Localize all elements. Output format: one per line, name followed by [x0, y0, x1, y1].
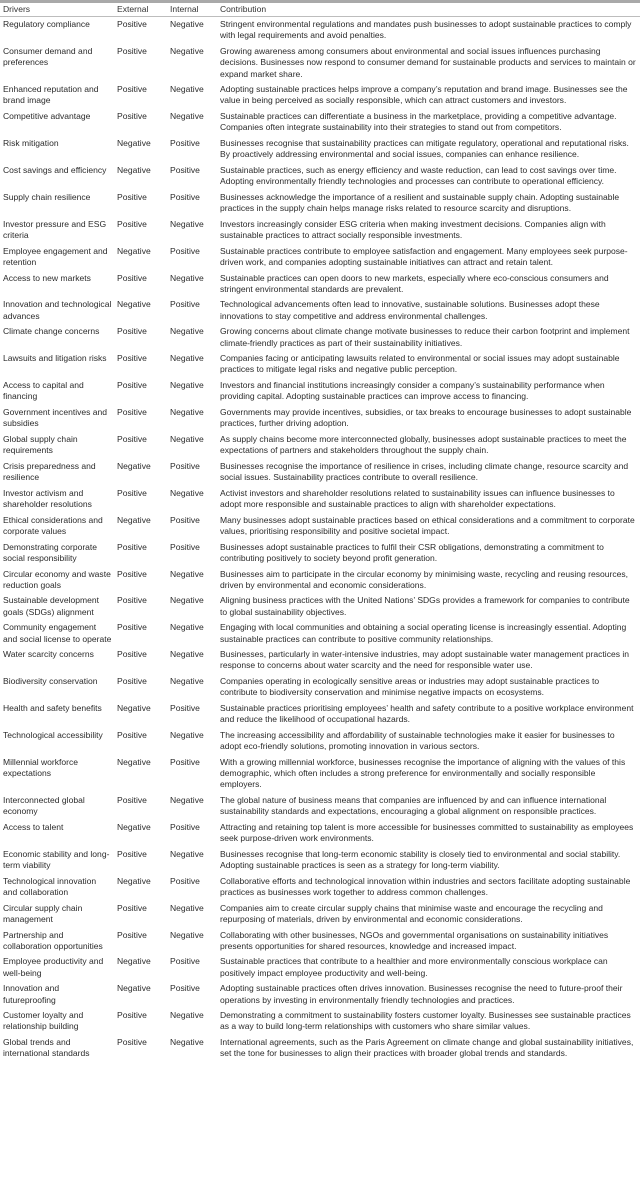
- table-row: [0, 981, 640, 1008]
- contribution-cell: Stringent environmental regulations and mandates push businesses to adopt sustainable practices to comply with legal requirements and avoid penalties.: [220, 19, 632, 41]
- contribution-cell: Businesses recognise the importance of resilience in crises, including climate change, resource scarcity and social issues. Sustainability practices contribute to overall resilience.: [220, 460, 629, 483]
- table-row: [0, 513, 640, 540]
- external-cell: Negative: [117, 245, 151, 256]
- internal-cell: Negative: [170, 218, 204, 229]
- table-row: [0, 432, 640, 459]
- internal-cell: Positive: [170, 191, 200, 202]
- contribution-cell: Companies aim to create circular supply chains that minimise waste and encourage the recycling and repurposing of materials, driven by environmental and economic considerations.: [220, 902, 603, 924]
- external-cell: Positive: [117, 568, 147, 579]
- external-cell: Positive: [117, 191, 147, 202]
- table-row: [0, 593, 640, 620]
- internal-cell: Positive: [170, 164, 200, 175]
- header-row: [0, 3, 640, 17]
- contribution-cell: Businesses adopt sustainable practices to fulfil their CSR obligations, demonstrating a commitment to contributing positively to society beyond profit generation.: [220, 541, 604, 563]
- driver-cell: Consumer demand and preferences: [3, 46, 93, 68]
- driver-cell: Access to new markets: [3, 272, 91, 283]
- table-row: [0, 459, 640, 486]
- table-row: [0, 928, 640, 955]
- table-row: [0, 351, 640, 378]
- contribution-cell: Engaging with local communities and obtaining a social operating license is increasingly essential. Adopting sustainable practices can contribute to positive community relationships.: [220, 622, 627, 644]
- contribution-cell: Adopting sustainable practices helps improve a company’s reputation and brand image. Businesses see the value in being perceived as socially responsible, which can attract customers and investors.: [220, 84, 628, 106]
- contribution-cell: International agreements, such as the Paris Agreement on climate change and global sustainability initiatives, set the tone for businesses to align their practices with broader global trends and standards.: [220, 1037, 634, 1059]
- internal-cell: Negative: [170, 111, 204, 122]
- external-cell: Positive: [117, 380, 147, 391]
- contribution-cell: Sustainable practices can open doors to new markets, especially where eco-conscious consumers and stringent environmental standards are prevalent.: [220, 272, 609, 294]
- internal-cell: Positive: [170, 245, 200, 256]
- external-cell: Positive: [117, 46, 147, 57]
- driver-cell: Economic stability and long-term viability: [3, 848, 110, 870]
- table-row: [0, 755, 640, 793]
- internal-cell: Negative: [170, 272, 204, 283]
- contribution-cell: Adopting sustainable practices often drives innovation. Businesses recognise the need to future-proof their operations by investing in environmentally friendly technologies and practices.: [220, 983, 623, 1005]
- external-cell: Positive: [117, 434, 147, 444]
- internal-cell: Positive: [170, 703, 200, 714]
- contribution-cell: Demonstrating a commitment to sustainability fosters customer loyalty. Businesses see sustainable practices as a way to build long-term relationships with customers who share similar values.: [220, 1010, 631, 1032]
- driver-cell: Access to talent: [3, 821, 64, 832]
- external-cell: Positive: [117, 595, 147, 606]
- driver-cell: Millennial workforce expectations: [3, 756, 79, 779]
- contribution-cell: Sustainable practices prioritising employees’ health and safety contribute to a positive workplace environment and reduce the likelihood of occupational hazards.: [220, 703, 634, 725]
- internal-cell: Positive: [170, 299, 200, 310]
- contribution-cell: Collaborating with other businesses, NGOs and governmental organisations on sustainability initiatives presents opportunities for shared resources, knowledge and increased impact.: [220, 929, 609, 951]
- table-row: [0, 701, 640, 728]
- driver-cell: Health and safety benefits: [3, 703, 102, 714]
- external-cell: Positive: [117, 1010, 147, 1021]
- driver-cell: Partnership and collaboration opportunities: [3, 929, 103, 951]
- contribution-cell: Activist investors and shareholder resolutions related to sustainability issues can influence businesses to adopt more responsible and sustainable practices to align with shareholder expectations.: [220, 487, 615, 510]
- driver-cell: Technological accessibility: [3, 729, 103, 740]
- table-row: [0, 620, 640, 647]
- table-row: [0, 109, 640, 136]
- driver-cell: Crisis preparedness and resilience: [3, 460, 96, 483]
- table-row: [0, 163, 640, 190]
- internal-cell: Negative: [170, 794, 204, 805]
- internal-cell: Negative: [170, 380, 204, 391]
- driver-cell: Community engagement and social license to operate: [3, 622, 112, 644]
- driver-cell: Access to capital and financing: [3, 380, 84, 402]
- driver-cell: Global supply chain requirements: [3, 434, 78, 456]
- contribution-cell: Businesses recognise that long-term economic stability is closely tied to environmental and social stability. Adopting sustainable practices is seen as a strategy for long-term viability.: [220, 848, 621, 870]
- table-row: [0, 44, 640, 82]
- table-row: [0, 874, 640, 901]
- contribution-cell: Many businesses adopt sustainable practices based on ethical considerations and a commitment to corporate values, prioritising responsibility and positive societal impact.: [220, 514, 635, 536]
- driver-cell: Risk mitigation: [3, 138, 59, 149]
- contribution-cell: Aligning business practices with the United Nations’ SDGs provides a framework for companies to contribute to global sustainability objectives.: [220, 595, 630, 617]
- table-row: [0, 674, 640, 701]
- driver-cell: Demonstrating corporate social responsibility: [3, 541, 98, 563]
- internal-cell: Negative: [170, 407, 204, 418]
- contribution-cell: Businesses acknowledge the importance of a resilient and sustainable supply chain. Adopting sustainable practices in the supply chain helps manage risks related to resource scarcity and disruptions.: [220, 191, 620, 214]
- external-cell: Positive: [117, 902, 147, 913]
- contribution-cell: Sustainable practices that contribute to a healthier and more environmentally conscious workplace can positively impact employee productivity and well-being.: [220, 956, 608, 978]
- table-row: [0, 728, 640, 755]
- contribution-cell: Companies operating in ecologically sensitive areas or industries may adopt sustainable practices to contribute to biodiversity conservation and minimise negative impacts on ecosystems.: [220, 676, 600, 698]
- contribution-cell: Collaborative efforts and technological innovation within industries and sectors facilitate adopting sustainable practices as businesses work together to address common challenges.: [220, 875, 631, 897]
- external-cell: Positive: [117, 794, 147, 805]
- internal-cell: Negative: [170, 729, 204, 740]
- driver-cell: Technological innovation and collaboration: [3, 875, 97, 897]
- driver-cell: Climate change concerns: [3, 326, 100, 337]
- internal-cell: Negative: [170, 595, 204, 606]
- driver-cell: Lawsuits and litigation risks: [3, 353, 107, 364]
- driver-cell: Regulatory compliance: [3, 19, 90, 30]
- external-cell: Positive: [117, 353, 147, 364]
- external-cell: Positive: [117, 407, 147, 418]
- internal-cell: Positive: [170, 956, 200, 967]
- table-row: [0, 540, 640, 567]
- driver-cell: Cost savings and efficiency: [3, 164, 107, 175]
- external-cell: Negative: [117, 756, 151, 767]
- table-row: [0, 217, 640, 244]
- table-row: [0, 486, 640, 513]
- driver-cell: Innovation and futureproofing: [3, 983, 60, 1005]
- driver-cell: Employee productivity and well-being: [3, 956, 104, 978]
- internal-cell: Negative: [170, 326, 204, 337]
- table-row: [0, 190, 640, 217]
- header-drivers: Drivers: [0, 3, 114, 17]
- drivers-table: [0, 3, 640, 1062]
- external-cell: Positive: [117, 487, 147, 498]
- external-cell: Positive: [117, 111, 147, 122]
- table-row: [0, 820, 640, 847]
- table-row: [0, 405, 640, 432]
- internal-cell: Negative: [170, 434, 204, 444]
- table-row: [0, 954, 640, 981]
- internal-cell: Positive: [170, 460, 200, 471]
- internal-cell: Negative: [170, 84, 204, 95]
- contribution-cell: The increasing accessibility and affordability of sustainable technologies make it easier for businesses to adopt eco-friendly solutions, promoting innovation in various sectors.: [220, 729, 615, 752]
- contribution-cell: Growing concerns about climate change motivate businesses to reduce their carbon footprint and implement climate-friendly practices as part of their sustainability initiatives.: [220, 326, 630, 348]
- contribution-cell: With a growing millennial workforce, businesses recognise the importance of aligning with the values of this demographic, which often includes a strong preference for environmentally and socially responsible employers.: [220, 756, 626, 790]
- table-row: [0, 1008, 640, 1035]
- table-row: [0, 136, 640, 163]
- external-cell: Negative: [117, 821, 151, 832]
- external-cell: Negative: [117, 299, 151, 310]
- driver-cell: Circular supply chain management: [3, 902, 83, 924]
- contribution-cell: Growing awareness among consumers about environmental and social issues influences purchasing decisions. Businesses now respond to consumer demand for sustainable products and services to maintain or expand market share.: [220, 46, 636, 79]
- driver-cell: Innovation and technological advances: [3, 299, 112, 321]
- external-cell: Positive: [117, 622, 147, 633]
- driver-cell: Global trends and international standards: [3, 1037, 90, 1059]
- external-cell: Negative: [117, 164, 151, 175]
- driver-cell: Government incentives and subsidies: [3, 407, 108, 429]
- external-cell: Negative: [117, 956, 151, 967]
- internal-cell: Negative: [170, 1037, 204, 1048]
- contribution-cell: Investors increasingly consider ESG criteria when making investment decisions. Companies align with sustainable practices to attract socially responsible investments.: [220, 218, 606, 240]
- contribution-cell: Technological advancements often lead to innovative, sustainable solutions. Businesses adopt these innovations to stay competitive and address environmental challenges.: [220, 299, 600, 321]
- header-contribution: Contribution: [217, 3, 640, 17]
- internal-cell: Negative: [170, 676, 204, 687]
- external-cell: Positive: [117, 326, 147, 337]
- external-cell: Positive: [117, 272, 147, 283]
- contribution-cell: Businesses recognise that sustainability practices can mitigate regulatory, operational and reputational risks. By proactively addressing environmental and social issues, companies can enhance resilience.: [220, 138, 629, 160]
- external-cell: Positive: [117, 1037, 147, 1048]
- driver-cell: Biodiversity conservation: [3, 676, 98, 687]
- internal-cell: Positive: [170, 138, 200, 149]
- contribution-cell: Governments may provide incentives, subsidies, or tax breaks to encourage businesses to adopt sustainable practices, further driving adoption.: [220, 407, 632, 429]
- table-row: [0, 297, 640, 324]
- table-row: [0, 82, 640, 109]
- external-cell: Negative: [117, 703, 151, 714]
- internal-cell: Positive: [170, 821, 200, 832]
- contribution-cell: Sustainable practices can differentiate a business in the marketplace, providing a competitive advantage. Companies often integrate sustainability into their strategies to stand out from competitors.: [220, 111, 617, 133]
- table-header: [0, 3, 640, 17]
- internal-cell: Negative: [170, 19, 204, 30]
- external-cell: Positive: [117, 541, 147, 552]
- internal-cell: Negative: [170, 622, 204, 633]
- table-row: [0, 793, 640, 820]
- header-external: External: [114, 3, 167, 17]
- contribution-cell: Companies facing or anticipating lawsuits related to environmental or social issues may adopt sustainable practices to mitigate legal risks and negative public perception.: [220, 353, 620, 375]
- table-row: [0, 244, 640, 271]
- external-cell: Positive: [117, 729, 147, 740]
- external-cell: Positive: [117, 929, 147, 940]
- table-row: [0, 17, 640, 44]
- internal-cell: Negative: [170, 353, 204, 364]
- header-internal: Internal: [167, 3, 217, 17]
- external-cell: Positive: [117, 19, 147, 30]
- table-row: [0, 324, 640, 351]
- contribution-cell: The global nature of business means that companies are influenced by and can influence international sustainability standards and expectations, encouraging a global alignment on responsible practices.: [220, 794, 607, 817]
- internal-cell: Negative: [170, 848, 204, 859]
- table-row: [0, 647, 640, 674]
- driver-cell: Investor pressure and ESG criteria: [3, 218, 107, 240]
- external-cell: Negative: [117, 875, 151, 886]
- table-row: [0, 271, 640, 298]
- driver-cell: Circular economy and waste reduction goals: [3, 568, 111, 590]
- driver-cell: Water scarcity concerns: [3, 649, 94, 660]
- contribution-cell: Sustainable practices, such as energy efficiency and waste reduction, can lead to cost savings over time. Adopting environmentally friendly technologies and processes can contribute to operational efficiency.: [220, 164, 617, 187]
- internal-cell: Positive: [170, 514, 200, 525]
- driver-cell: Customer loyalty and relationship building: [3, 1010, 84, 1032]
- external-cell: Positive: [117, 649, 147, 660]
- table-body: [0, 17, 640, 1062]
- internal-cell: Negative: [170, 902, 204, 913]
- external-cell: Negative: [117, 514, 151, 525]
- internal-cell: Negative: [170, 1010, 204, 1021]
- internal-cell: Negative: [170, 649, 204, 660]
- driver-cell: Ethical considerations and corporate values: [3, 514, 103, 536]
- internal-cell: Positive: [170, 756, 200, 767]
- contribution-cell: Investors and financial institutions increasingly consider a company’s sustainability performance when providing capital. Adopting sustainable practices can improve access to financing.: [220, 380, 605, 402]
- table-row: [0, 901, 640, 928]
- internal-cell: Positive: [170, 875, 200, 886]
- driver-cell: Competitive advantage: [3, 111, 91, 122]
- table-row: [0, 378, 640, 405]
- table-row: [0, 1035, 640, 1062]
- external-cell: Positive: [117, 84, 147, 95]
- external-cell: Positive: [117, 218, 147, 229]
- external-cell: Positive: [117, 676, 147, 687]
- contribution-cell: Businesses aim to participate in the circular economy by minimising waste, recycling and reusing resources, driven by environmental and economic considerations.: [220, 568, 629, 590]
- external-cell: Negative: [117, 983, 151, 994]
- internal-cell: Negative: [170, 46, 204, 57]
- table-row: [0, 847, 640, 874]
- driver-cell: Sustainable development goals (SDGs) alignment: [3, 595, 99, 617]
- internal-cell: Negative: [170, 487, 204, 498]
- internal-cell: Negative: [170, 929, 204, 940]
- contribution-cell: Attracting and retaining top talent is more accessible for businesses committed to sustainability as employees seek purpose-driven work environments.: [220, 821, 634, 844]
- contribution-cell: As supply chains become more interconnected globally, businesses adopt sustainable practices to meet the expectations of partners and stakeholders throughout the supply chain.: [220, 434, 627, 456]
- driver-cell: Enhanced reputation and brand image: [3, 84, 99, 106]
- external-cell: Negative: [117, 460, 151, 471]
- driver-cell: Supply chain resilience: [3, 191, 91, 202]
- external-cell: Positive: [117, 848, 147, 859]
- driver-cell: Investor activism and shareholder resolutions: [3, 487, 92, 510]
- internal-cell: Positive: [170, 541, 200, 552]
- contribution-cell: Sustainable practices contribute to employee satisfaction and engagement. Many employees seek purpose-driven work, and companies adopting sustainable initiatives can attract and retain talent.: [220, 245, 628, 267]
- internal-cell: Negative: [170, 568, 204, 579]
- table-row: [0, 567, 640, 594]
- driver-cell: Interconnected global economy: [3, 794, 85, 817]
- driver-cell: Employee engagement and retention: [3, 245, 108, 267]
- external-cell: Negative: [117, 138, 151, 149]
- internal-cell: Positive: [170, 983, 200, 994]
- contribution-cell: Businesses, particularly in water-intensive industries, may adopt sustainable water management practices in response to concerns about water scarcity and the need for responsible water use.: [220, 649, 630, 671]
